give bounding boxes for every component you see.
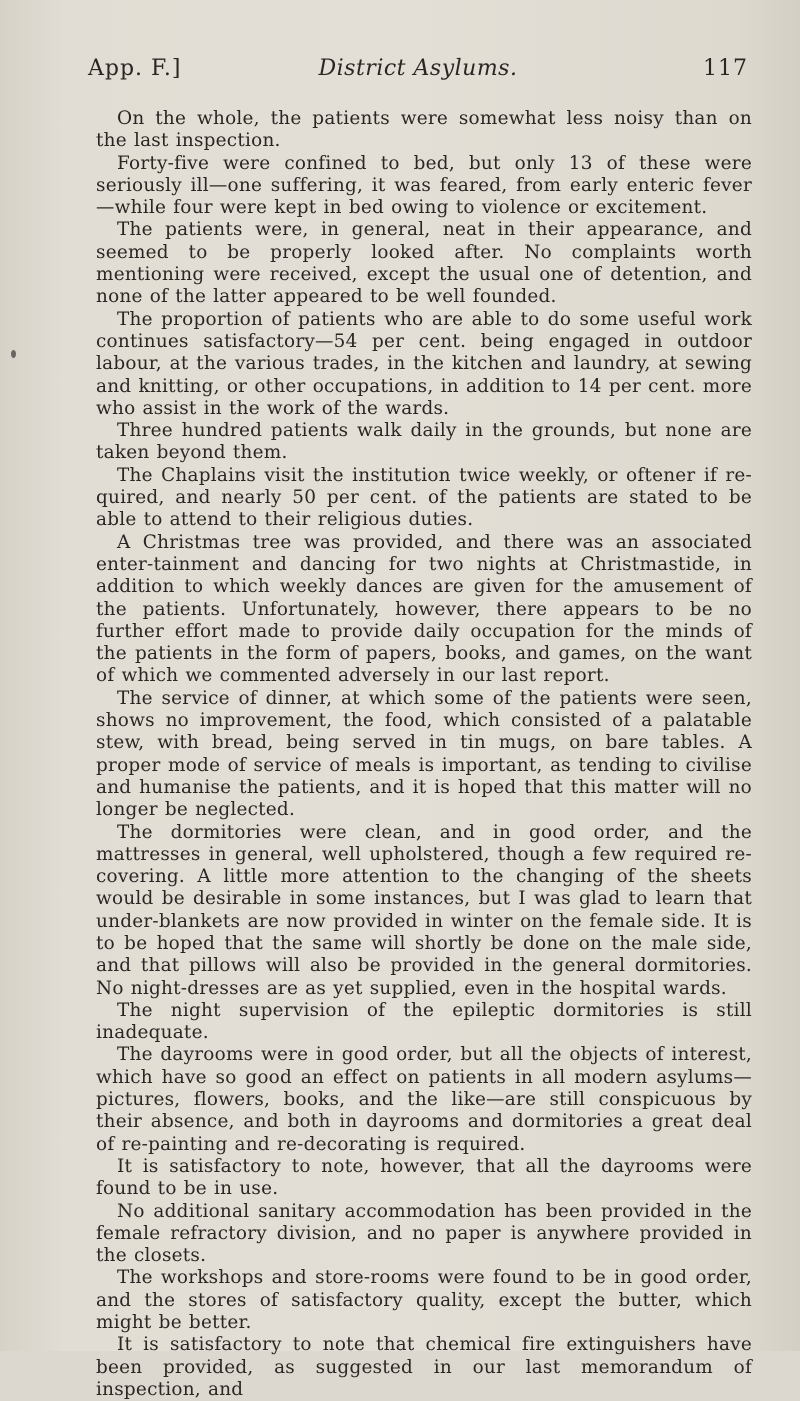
paragraph-sanitary: No additional sanitary accommodation has been provided in the female refractory division, and no paper is anywhere provided in the closets. bbox=[96, 1200, 752, 1267]
header-appendix-label: App. F.] bbox=[88, 56, 182, 81]
running-header bbox=[88, 52, 748, 86]
page-number: 117 bbox=[703, 56, 748, 81]
paragraph-useful-work: The proportion of patients who are able to do some useful work continues satisfactory—54 per cent. being engaged in outdoor labour, at the various trades, in the kitchen and laundry, at sewing and knitting, or other occupations, in addition to 14 per cent. more who assist in the work of the wards. bbox=[96, 308, 752, 419]
paragraph-christmas: A Christmas tree was provided, and there was an associated enter-tainment and dancing for two nights at Christmastide, in addition to which weekly dances are given for the amusement of the patients. Unfortunately, however, there appears to be no further effort made to provide daily occupation for the minds of the patients in the form of papers, books, and games, on the want of which we commented adversely in our last report. bbox=[96, 531, 752, 687]
body-text bbox=[96, 108, 752, 1401]
paragraph-appearance: The patients were, in general, neat in their appearance, and seemed to be properly looked after. No complaints worth mentioning were received, except the usual one of detention, and none of the latter appeared to be well founded. bbox=[96, 219, 752, 308]
paragraph-night-supervision: The night supervision of the epileptic dormitories is still inadequate. bbox=[96, 999, 752, 1044]
paragraph-dayrooms-in-use: It is satisfactory to note, however, that all the dayrooms were found to be in use. bbox=[96, 1155, 752, 1200]
paragraph-dormitories: The dormitories were clean, and in good order, and the mattresses in general, well upholstered, though a few required re-covering. A little more attention to the changing of the sheets would be desirable in some instances, but I was glad to learn that under-blankets are now provided in winter on the female side. It is to be hoped that the same will shortly be done on the male side, and that pillows will also be provided in the general dormitories. No night-dresses are as yet supplied, even in the hospital wards. bbox=[96, 821, 752, 999]
paragraph-noise: On the whole, the patients were somewhat less noisy than on the last inspection. bbox=[96, 108, 752, 152]
header-section-title: District Asylums. bbox=[318, 56, 518, 81]
ink-spot bbox=[11, 350, 16, 358]
paragraph-workshops: The workshops and store-rooms were found to be in good order, and the stores of satisfactory quality, except the butter, which might be better. bbox=[96, 1267, 752, 1334]
paragraph-chaplains: The Chaplains visit the institution twice weekly, or oftener if re-quired, and nearly 50 per cent. of the patients are stated to be able to attend to their religious duties. bbox=[96, 464, 752, 531]
paragraph-dinner-service: The service of dinner, at which some of the patients were seen, shows no improvement, the food, which consisted of a palatable stew, with bread, being served in tin mugs, on bare tables. A proper mode of service of meals is important, as tending to civilise and humanise the patients, and it is hoped that this matter will no longer be neglected. bbox=[96, 687, 752, 821]
paragraph-fire-extinguishers: It is satisfactory to note that chemical fire extinguishers have been provided, as suggested in our last memorandum of inspection, and bbox=[96, 1334, 752, 1400]
paragraph-confined-to-bed: Forty-five were confined to bed, but only 13 of these were seriously ill—one suffering, it was feared, from early enteric fever—while four were kept in bed owing to violence or excitement. bbox=[96, 152, 752, 219]
paragraph-dayrooms: The dayrooms were in good order, but all the objects of interest, which have so good an effect on patients in all modern asylums—pictures, flowers, books, and the like—are still conspicuous by their absence, and both in dayrooms and dormitories a great deal of re-painting and re-decorating is required. bbox=[96, 1044, 752, 1155]
paragraph-walks: Three hundred patients walk daily in the grounds, but none are taken beyond them. bbox=[96, 420, 752, 464]
